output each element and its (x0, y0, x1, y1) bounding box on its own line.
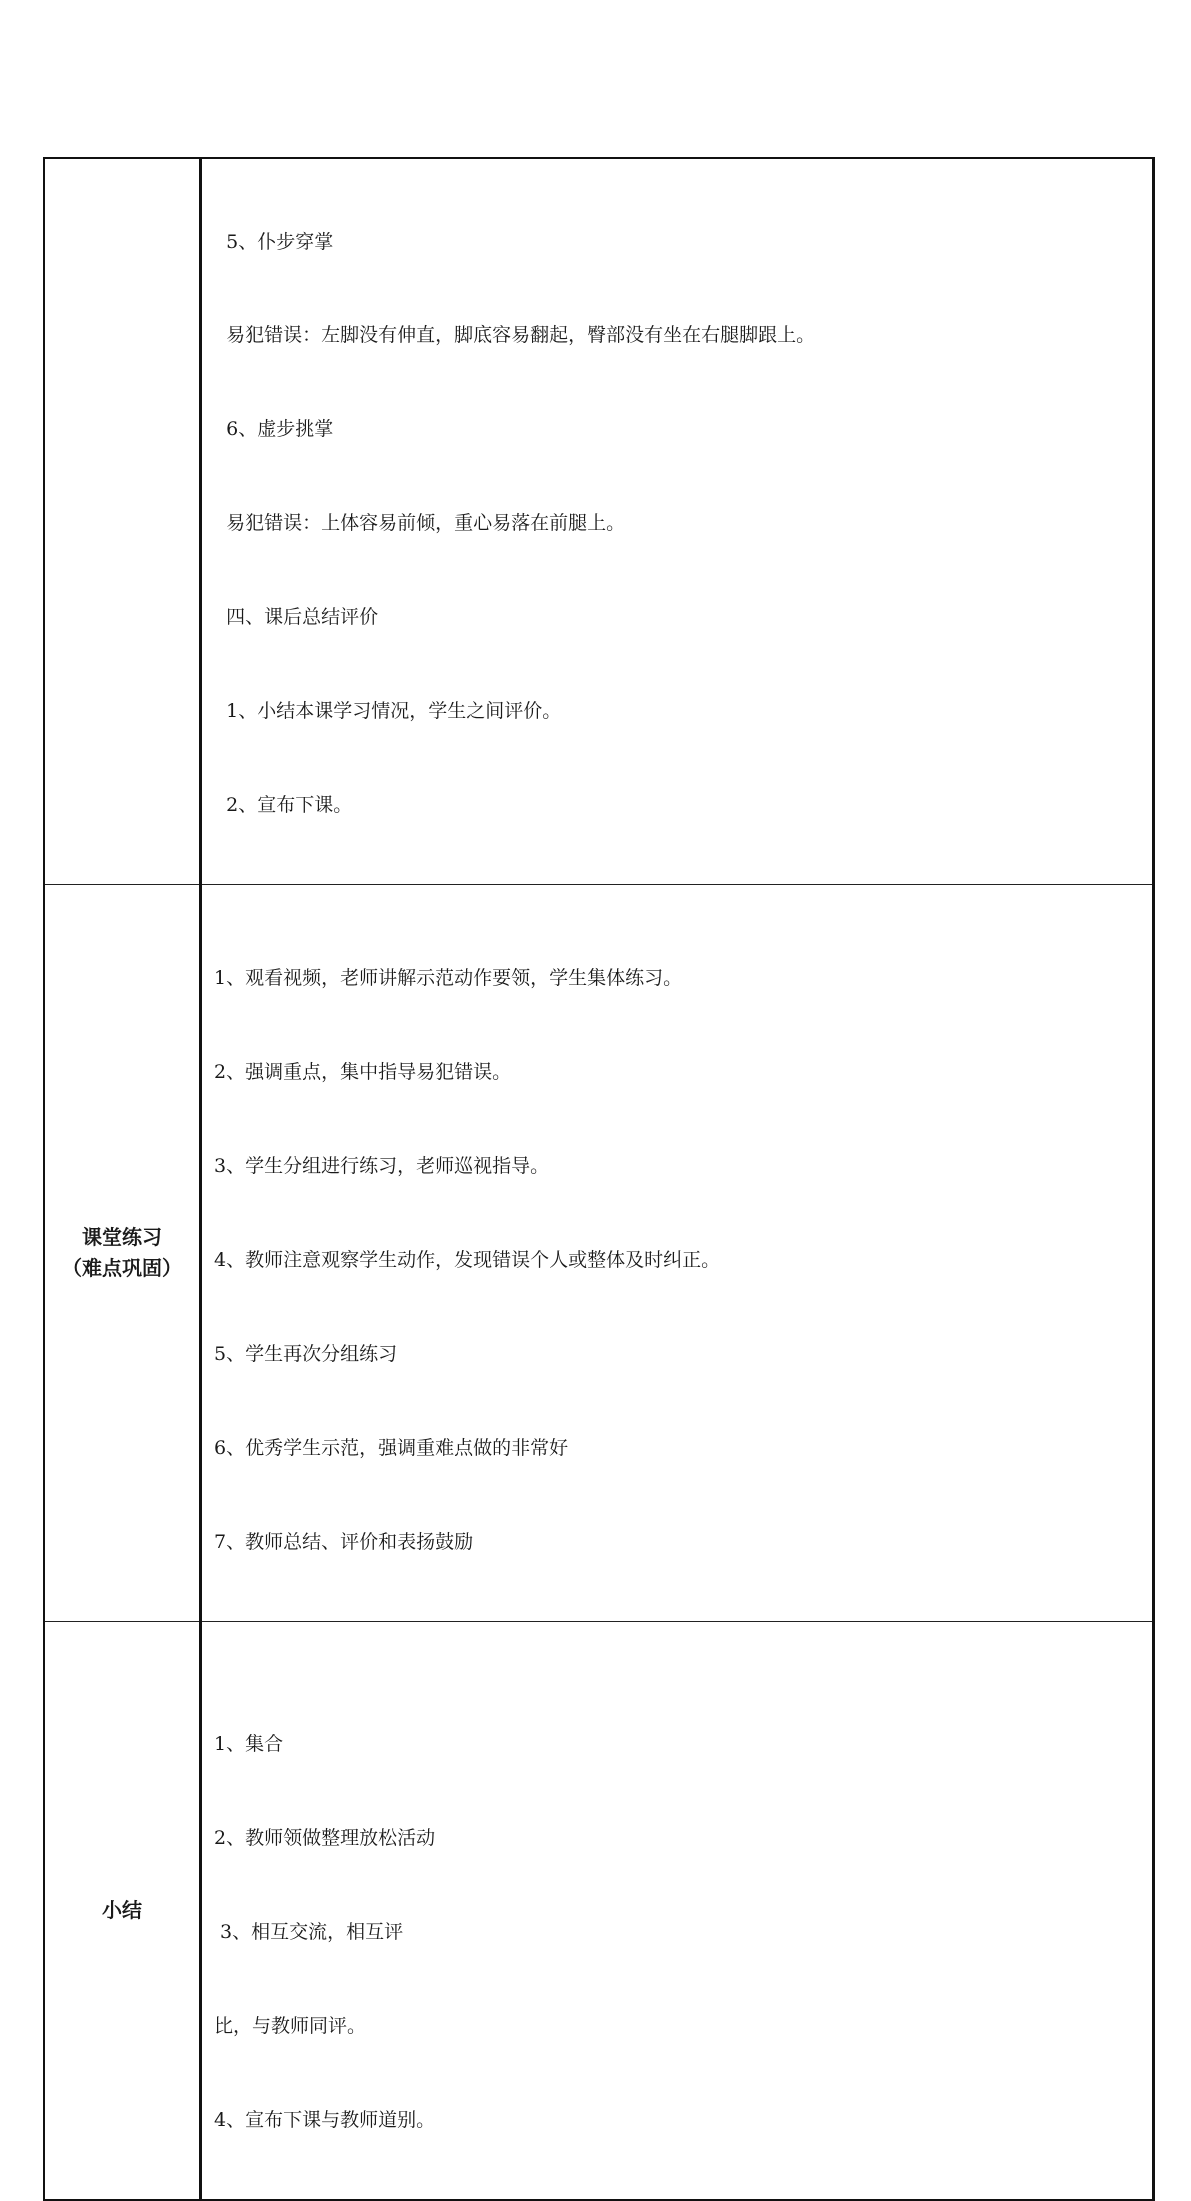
table-row (44, 158, 1154, 884)
row-content-summary (201, 1621, 1154, 2200)
row-label-empty (44, 158, 201, 884)
content-line: 比，与教师同评。 (214, 2014, 367, 2037)
row-label-class-practice (44, 884, 201, 1621)
content-line: 4、宣布下课与教师道别。 (214, 2108, 436, 2131)
table-row (44, 1621, 1154, 2200)
content-line: 4、教师注意观察学生动作，发现错误个人或整体及时纠正。 (214, 1249, 721, 1272)
lesson-plan-table (43, 157, 1155, 2201)
content-line: 易犯错误：上体容易前倾，重心易落在前腿上。 (202, 512, 626, 535)
content-line: 6、虚步挑掌 (202, 418, 334, 441)
content-line: 5、学生再次分组练习 (214, 1342, 398, 1365)
row-label-line: 小结 (102, 1897, 142, 1922)
row-label-summary (44, 1621, 201, 2200)
row-content-lesson-steps (201, 158, 1154, 884)
content-line: 易犯错误：左脚没有伸直，脚底容易翻起，臀部没有坐在右腿脚跟上。 (202, 324, 816, 347)
content-line: 1、观看视频，老师讲解示范动作要领，学生集体练习。 (214, 967, 683, 990)
row-label-line: 课堂练习 (82, 1224, 162, 1249)
content-line: 2、教师领做整理放松活动 (214, 1827, 436, 1850)
content-line: 1、集合 (214, 1733, 284, 1756)
content-line: 2、强调重点，集中指导易犯错误。 (214, 1061, 512, 1084)
content-lines (202, 159, 1152, 884)
content-line: 5、仆步穿掌 (202, 230, 334, 253)
row-content-class-practice (201, 884, 1154, 1621)
content-lines (202, 1622, 1152, 2199)
content-line: 7、教师总结、评价和表扬鼓励 (214, 1530, 474, 1553)
content-line: 1、小结本课学习情况，学生之间评价。 (202, 700, 562, 723)
content-line: 四、课后总结评价 (202, 606, 379, 629)
row-label-line: （难点巩固） (62, 1255, 182, 1280)
content-line: 6、优秀学生示范，强调重难点做的非常好 (214, 1436, 569, 1459)
content-line: 3、相互交流，相互评 (214, 1921, 404, 1944)
content-lines (202, 885, 1152, 1621)
content-line: 3、学生分组进行练习，老师巡视指导。 (214, 1155, 550, 1178)
table-row (44, 884, 1154, 1621)
content-line: 2、宣布下课。 (202, 793, 353, 816)
